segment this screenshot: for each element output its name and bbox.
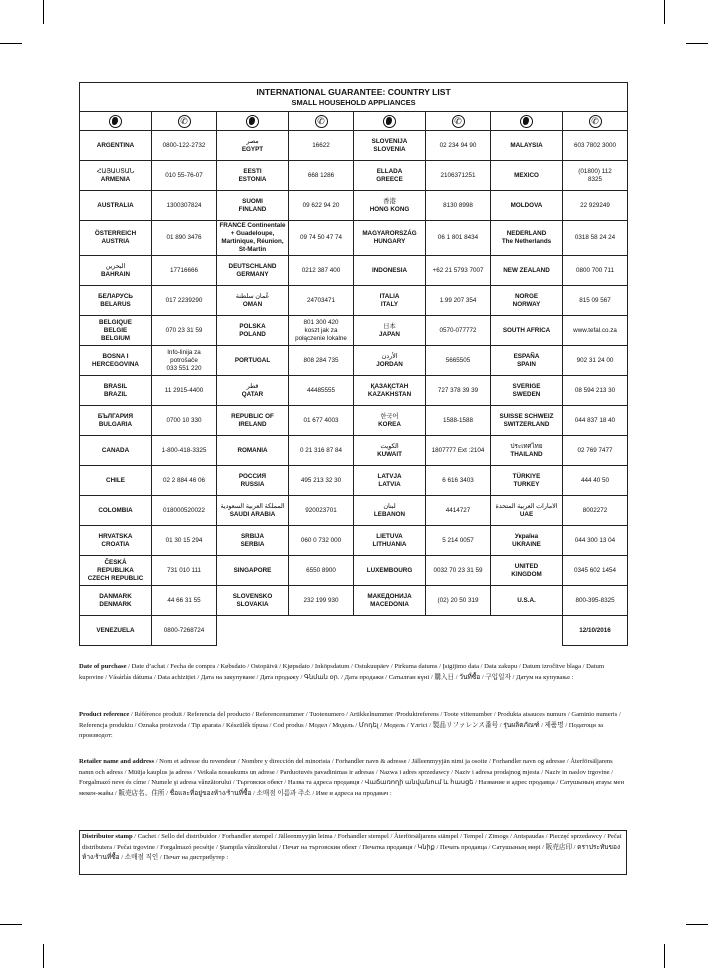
table-row xyxy=(80,256,628,286)
crop-mark xyxy=(0,43,22,44)
country-label: HRVATSKA CROATIA xyxy=(98,532,133,548)
country-name xyxy=(217,191,289,221)
country-label: TÜRKIYE TURKEY xyxy=(512,472,541,488)
country-name xyxy=(80,406,152,436)
table-row xyxy=(80,526,628,556)
table-row xyxy=(80,556,628,586)
globe-icon xyxy=(520,115,533,128)
phone-number: 1807777 Ext :2104 xyxy=(426,436,491,466)
phone-number: 2106371251 xyxy=(426,161,491,191)
country-name xyxy=(80,496,152,526)
country-label: ҚАЗАҚСТАН KAZAKHSTAN xyxy=(367,382,412,398)
country-name xyxy=(354,161,426,191)
country-label: NEW ZEALAND xyxy=(503,266,550,274)
native-country-name: 한국어 xyxy=(380,412,399,420)
country-label: ARMENIA xyxy=(100,175,131,183)
phone-number: www.tefal.co.za xyxy=(563,316,628,346)
phone-number: 444 40 50 xyxy=(563,466,628,496)
phone-number: 044 837 18 40 xyxy=(563,406,628,436)
country-label: COLOMBIA xyxy=(98,506,133,514)
country-label: THAILAND xyxy=(510,450,543,458)
phone-number: 06 1 801 8434 xyxy=(426,221,491,256)
table-row xyxy=(80,161,628,191)
country-name xyxy=(354,586,426,616)
table-row xyxy=(80,221,628,256)
country-name xyxy=(217,466,289,496)
field-label: Distributor stamp xyxy=(82,833,133,840)
country-name xyxy=(354,346,426,376)
country-label: UNITED KINGDOM xyxy=(511,562,542,578)
phone-number: 0318 58 24 24 xyxy=(563,221,628,256)
native-country-name: 香港 xyxy=(383,197,396,205)
country-name xyxy=(80,191,152,221)
phone-number: 02 234 94 90 xyxy=(426,131,491,161)
country-name xyxy=(80,286,152,316)
country-label: HONG KONG xyxy=(369,205,410,213)
phone-number: 010 55-76-07 xyxy=(152,161,217,191)
country-name xyxy=(491,316,563,346)
country-name xyxy=(491,131,563,161)
phone-number: 1588-1588 xyxy=(426,406,491,436)
phone-number: 17716666 xyxy=(152,256,217,286)
country-label: ITALIA ITALY xyxy=(379,292,400,308)
country-name xyxy=(491,496,563,526)
country-name xyxy=(491,161,563,191)
country-label: NEDERLAND The Netherlands xyxy=(501,230,552,245)
phone-number: 0800-7268724 xyxy=(152,616,217,646)
country-label: DANMARK DENMARK xyxy=(99,592,132,608)
country-label: PORTUGAL xyxy=(234,356,271,364)
phone-number: 01 890 3476 xyxy=(152,221,217,256)
country-label: KUWAIT xyxy=(377,450,402,458)
country-label: LEBANON xyxy=(373,510,406,518)
native-country-name: عُمان سلطنة xyxy=(235,292,270,300)
country-name xyxy=(217,316,289,346)
country-label: SRBIJA SERBIA xyxy=(240,532,265,548)
page-subtitle: SMALL HOUSEHOLD APPLIANCES xyxy=(291,97,416,107)
phone-number: 731 010 111 xyxy=(152,556,217,586)
phone-number: 1300307824 xyxy=(152,191,217,221)
country-label: ČESKÁ REPUBLIKA CZECH REPUBLIC xyxy=(87,558,144,582)
country-label: MAGYARORSZÁG HUNGARY xyxy=(362,230,417,245)
globe-icon xyxy=(383,115,396,128)
phone-number: Info-linija za potrošače 033 551 220 xyxy=(152,346,217,376)
phone-number: 0800-122-2732 xyxy=(152,131,217,161)
phone-number: 02 769 7477 xyxy=(563,436,628,466)
country-name xyxy=(491,191,563,221)
country-name xyxy=(354,556,426,586)
country-name xyxy=(80,556,152,586)
country-label: OMAN xyxy=(242,300,263,308)
phone-icon: ✆ xyxy=(315,115,328,128)
native-country-name: ՀԱՅԱՍՏԱՆ xyxy=(96,167,135,175)
phone-number: (01800) 112 8325 xyxy=(563,161,628,191)
country-label: JORDAN xyxy=(376,360,403,368)
table-row xyxy=(80,346,628,376)
phone-number: 0345 602 1454 xyxy=(563,556,628,586)
country-label: SAUDI ARABIA xyxy=(229,510,276,518)
country-name xyxy=(217,436,289,466)
country-label: KOREA xyxy=(378,420,401,428)
phone-number: 44 66 31 55 xyxy=(152,586,217,616)
country-name xyxy=(80,586,152,616)
country-label: DEUTSCHLAND GERMANY xyxy=(228,262,277,278)
country-name xyxy=(354,466,426,496)
phone-number: 0032 70 23 31 59 xyxy=(426,556,491,586)
phone-number: 6 616 3403 xyxy=(426,466,491,496)
phone-number: 24703471 xyxy=(289,286,354,316)
country-label: QATAR xyxy=(241,390,264,398)
country-label: EESTI ESTONIA xyxy=(238,167,267,183)
country-name xyxy=(217,131,289,161)
phone-number: 01 677 4003 xyxy=(289,406,354,436)
phone-number: 5665505 xyxy=(426,346,491,376)
country-label: ESPAÑA SPAIN xyxy=(513,352,540,368)
product-reference-field xyxy=(79,710,627,742)
phone-number: 808 284 735 xyxy=(289,346,354,376)
field-label: Retailer name and address xyxy=(79,758,155,765)
country-name xyxy=(354,316,426,346)
country-label: NORGE NORWAY xyxy=(512,292,541,308)
country-name xyxy=(491,406,563,436)
phone-number: 495 213 32 30 xyxy=(289,466,354,496)
country-label: LUXEMBOURG xyxy=(366,566,413,574)
field-label: Product reference xyxy=(79,711,130,718)
phone-number: 017 2239290 xyxy=(152,286,217,316)
country-name xyxy=(354,406,426,436)
country-label: РОССИЯ RUSSIA xyxy=(238,472,267,488)
country-name xyxy=(491,346,563,376)
country-name xyxy=(217,376,289,406)
phone-number: 603 7802 3000 xyxy=(563,131,628,161)
country-name xyxy=(80,436,152,466)
country-label: SVERIGE SWEDEN xyxy=(512,382,541,398)
country-name xyxy=(491,556,563,586)
phone-number: 801 300 420 koszt jak za połączenie lokalne xyxy=(289,316,354,346)
country-name xyxy=(80,221,152,256)
phone-number: 727 378 39 39 xyxy=(426,376,491,406)
field-translations: / Cachet / Sello del distribuidor / Forhandler stempel / Jälleenmyyjän leima / Forhandler stempel / Återförsäljarens stämpel / Tempel / Zīmogs / Antspaudas / Pieczęć sprzedawcy / Pečat distributera / Pečat trgovine / Forgalmazó pecsétje / Ştampila vânzătorului / Печат на търговския обект / Печатка продавця / Կնիք / Печать продавца / Сатушының мөрі / 販売店印 / ตราประทับของห้าง/ร้านที่ซื้อ / 소매점 직인 / Печат на дистрибутер : xyxy=(82,833,622,861)
globe-icon xyxy=(109,115,122,128)
table-row xyxy=(80,436,628,466)
phone-number: 5 214 0057 xyxy=(426,526,491,556)
country-label: ELLADA GREECE xyxy=(376,167,403,183)
phone-number: 08 594 213 30 xyxy=(563,376,628,406)
globe-icon xyxy=(246,115,259,128)
phone-number: 902 31 24 00 xyxy=(563,346,628,376)
country-name xyxy=(491,221,563,256)
table-header xyxy=(80,83,628,112)
country-name xyxy=(217,586,289,616)
country-label: MEXICO xyxy=(514,171,539,179)
crop-mark xyxy=(43,0,44,24)
distributor-stamp-box xyxy=(79,830,627,875)
country-label: EGYPT xyxy=(241,145,264,153)
native-country-name: مصر xyxy=(246,137,259,145)
country-label: SOUTH AFRICA xyxy=(502,326,551,334)
country-name xyxy=(491,256,563,286)
phone-number: 16622 xyxy=(289,131,354,161)
country-label: SINGAPORE xyxy=(233,566,272,574)
document-date: 12/10/2016 xyxy=(563,616,628,646)
country-label: CANADA xyxy=(101,446,130,454)
phone-number: 018000520022 xyxy=(152,496,217,526)
phone-number: 0212 387 400 xyxy=(289,256,354,286)
phone-number: 0700 10 330 xyxy=(152,406,217,436)
country-name xyxy=(80,346,152,376)
phone-number: 11 2915-4400 xyxy=(152,376,217,406)
native-country-name: قطر xyxy=(246,382,259,390)
country-name xyxy=(354,256,426,286)
country-label: БЪЛГАРИЯ BULGARIA xyxy=(97,412,134,428)
country-name xyxy=(491,586,563,616)
guarantee-sheet xyxy=(79,82,627,646)
phone-icon: ✆ xyxy=(452,115,465,128)
phone-icon: ✆ xyxy=(589,115,602,128)
phone-number: 01 30 15 294 xyxy=(152,526,217,556)
country-name xyxy=(354,496,426,526)
native-country-name: الأردن xyxy=(381,352,398,360)
native-country-name: ประเทศไทย xyxy=(510,442,543,450)
country-label: BAHRAIN xyxy=(100,270,131,278)
country-label: ÖSTERREICH AUSTRIA xyxy=(94,230,137,245)
table-row xyxy=(80,586,628,616)
phone-number: 800-395-8325 xyxy=(563,586,628,616)
retailer-field xyxy=(79,757,627,799)
country-name xyxy=(217,221,289,256)
country-name xyxy=(354,436,426,466)
table-row xyxy=(80,191,628,221)
phone-number: 0 21 316 87 84 xyxy=(289,436,354,466)
page-title: INTERNATIONAL GUARANTEE: COUNTRY LIST xyxy=(256,86,451,97)
country-label: REPUBLIC OF IRELAND xyxy=(231,412,274,428)
phone-number: 4414727 xyxy=(426,496,491,526)
country-name xyxy=(217,496,289,526)
country-label: МАКЕДОНИЈА MACEDONIA xyxy=(367,592,412,608)
country-name xyxy=(80,466,152,496)
country-name xyxy=(80,376,152,406)
phone-number: 920023701 xyxy=(289,496,354,526)
country-label: БЕЛАРУСЬ BELARUS xyxy=(98,292,133,308)
distributor-stamp-field xyxy=(82,832,626,864)
phone-number: 09 622 94 20 xyxy=(289,191,354,221)
country-table xyxy=(79,82,628,646)
date-of-purchase-field xyxy=(79,662,627,683)
country-name xyxy=(354,221,426,256)
phone-number: 815 09 567 xyxy=(563,286,628,316)
country-name xyxy=(491,286,563,316)
table-row xyxy=(80,466,628,496)
native-country-name: لبنان xyxy=(383,502,396,510)
country-label: MALAYSIA xyxy=(510,141,543,149)
country-label: UAE xyxy=(519,510,534,518)
country-label: JAPAN xyxy=(379,330,400,338)
country-name xyxy=(80,161,152,191)
crop-mark xyxy=(43,944,44,968)
phone-number: 02 2 884 46 06 xyxy=(152,466,217,496)
country-label: SUOMI FINLAND xyxy=(238,197,267,213)
country-name xyxy=(491,526,563,556)
country-name xyxy=(491,376,563,406)
phone-number: 44485555 xyxy=(289,376,354,406)
phone-number: 070 23 31 59 xyxy=(152,316,217,346)
phone-number: 1.99 207 354 xyxy=(426,286,491,316)
icon-row xyxy=(80,112,628,131)
country-label: BOSNA I HERCEGOVINA xyxy=(92,352,139,368)
table-row xyxy=(80,406,628,436)
native-country-name: المملكة العربية السعودية xyxy=(220,502,285,510)
country-label: Україна UKRAINE xyxy=(512,532,541,548)
country-name xyxy=(80,256,152,286)
phone-number: 044 300 13 04 xyxy=(563,526,628,556)
field-translations: / Référence produit / Referencia del producto / Referencenummer / Tuotenumero / Artikkelnummer /Produktreferens / Toote viitenumber / Produkta atsauces numurs / Gaminio numeris / Referencja produktu / Oznaka proizvoda / Tip aparata / Készülék típusa / Cod produs / Модел / Модель / Մոդել / Модель / Үлгісі / 製品リファレンス番号 / รุ่นผลิตภัณฑ์ / 제품명 / Податоци за производот: xyxy=(79,711,621,739)
country-label: LIETUVA LITHUANIA xyxy=(372,532,407,548)
table-row xyxy=(80,616,628,646)
native-country-name: 日本 xyxy=(383,322,396,330)
phone-icon: ✆ xyxy=(178,115,191,128)
country-label: SUISSE SCHWEIZ SWITZERLAND xyxy=(499,412,554,428)
country-label: CHILE xyxy=(106,476,125,484)
crop-mark xyxy=(664,0,665,24)
country-name xyxy=(80,316,152,346)
country-label: LATVJA LATVIA xyxy=(377,472,402,488)
country-label: ROMANIA xyxy=(237,446,268,454)
phone-number: 1-800-418-3325 xyxy=(152,436,217,466)
table-row xyxy=(80,376,628,406)
country-label: SLOVENSKO SLOVAKIA xyxy=(232,592,273,608)
crop-mark xyxy=(664,944,665,968)
country-label: ARGENTINA xyxy=(96,141,135,149)
phone-number: 6550 8900 xyxy=(289,556,354,586)
country-name xyxy=(354,131,426,161)
country-label: FRANCE Continentale + Guadeloupe, Martinique, Réunion, St-Martin xyxy=(219,222,286,253)
phone-number: +62 21 5793 7007 xyxy=(426,256,491,286)
crop-mark xyxy=(686,43,708,44)
country-name xyxy=(217,161,289,191)
country-label: AUSTRALIA xyxy=(97,201,134,209)
phone-number: 668 1286 xyxy=(289,161,354,191)
country-name xyxy=(354,191,426,221)
country-label: BELGIQUE BELGIE BELGIUM xyxy=(99,318,132,342)
country-name xyxy=(80,526,152,556)
country-label: INDONESIA xyxy=(372,266,407,274)
country-label: SLOVENIJA SLOVENIA xyxy=(371,137,408,153)
country-name xyxy=(354,286,426,316)
country-name: VENEZUELA xyxy=(80,616,152,646)
table-row xyxy=(80,131,628,161)
country-label: U.S.A. xyxy=(517,596,536,604)
country-name xyxy=(354,526,426,556)
country-label: POLSKA POLAND xyxy=(239,322,266,338)
country-name xyxy=(217,526,289,556)
country-name xyxy=(354,376,426,406)
country-name xyxy=(217,256,289,286)
country-name xyxy=(217,406,289,436)
phone-number: 8002272 xyxy=(563,496,628,526)
native-country-name: البحرين xyxy=(105,262,126,270)
table-row xyxy=(80,286,628,316)
field-translations: / Date d’achat / Fecha de compra / Købsdato / Ostopäivä / Kjøpsdato / Inköpsdatum / Ostukuupäev / Pirkuma datums / Įsigijimo data / Data zakupu / Datum izročitve blaga / Datum kupovine / Vásárlás dátuma / Data achiziției / Дата на закупуване / Дата продажу / Գնման օր. / Дата продажи / Сатылған күні / 購入日 / วันที่ซื้อ / 구입일자 / Датум на купување : xyxy=(79,663,605,681)
native-country-name: الكويت xyxy=(380,442,399,450)
phone-number: 8130 8998 xyxy=(426,191,491,221)
country-name xyxy=(217,556,289,586)
country-name xyxy=(491,466,563,496)
field-label: Date of purchase xyxy=(79,663,127,670)
field-translations: / Nom et adresse du revendeur / Nombre y dirección del minorista / Forhandler navn & adresse / Jälleenmyyjän nimi ja osoite / Forhandler navn og adresse / Återförsäljarens namn och adress / Müüja kauplus ja adress / Veikala nosaukums un adrese / Parduotuvės pavadinimas ir adresas / Nazwa i adres sprzedawcy / Naziv i adresa prodajnog mjesta / Naziv in naslov trgovine / Forgalmazó neve és címe / Numele şi adresa vânzătorului / Търговски обект / Назва та адреса продавця / Վաճառողի անվանում և հասցե / Название и адрес продавца / Сатушының атауы мен мекен-жайы / 販売店名、住所 / ชื่อและที่อยู่ของห้าง/ร้านที่ซื้อ / 소매점 이름과 주소 / Име и адреса на продавач : xyxy=(79,758,624,797)
phone-number: 060 0 732 000 xyxy=(289,526,354,556)
country-name xyxy=(217,346,289,376)
table-row xyxy=(80,316,628,346)
phone-number: 0800 700 711 xyxy=(563,256,628,286)
phone-number: 09 74 50 47 74 xyxy=(289,221,354,256)
native-country-name: الامارات العربية المتحدة xyxy=(495,502,558,510)
table-row xyxy=(80,496,628,526)
country-label: MOLDOVA xyxy=(510,201,543,209)
country-name xyxy=(80,131,152,161)
phone-number: (02) 20 50 319 xyxy=(426,586,491,616)
crop-mark xyxy=(0,924,22,925)
phone-number: 232 199 930 xyxy=(289,586,354,616)
country-name xyxy=(491,436,563,466)
crop-mark xyxy=(686,924,708,925)
phone-number: 0570-077772 xyxy=(426,316,491,346)
country-name xyxy=(217,286,289,316)
country-label: BRASIL BRAZIL xyxy=(103,382,128,398)
phone-number: 22 929249 xyxy=(563,191,628,221)
